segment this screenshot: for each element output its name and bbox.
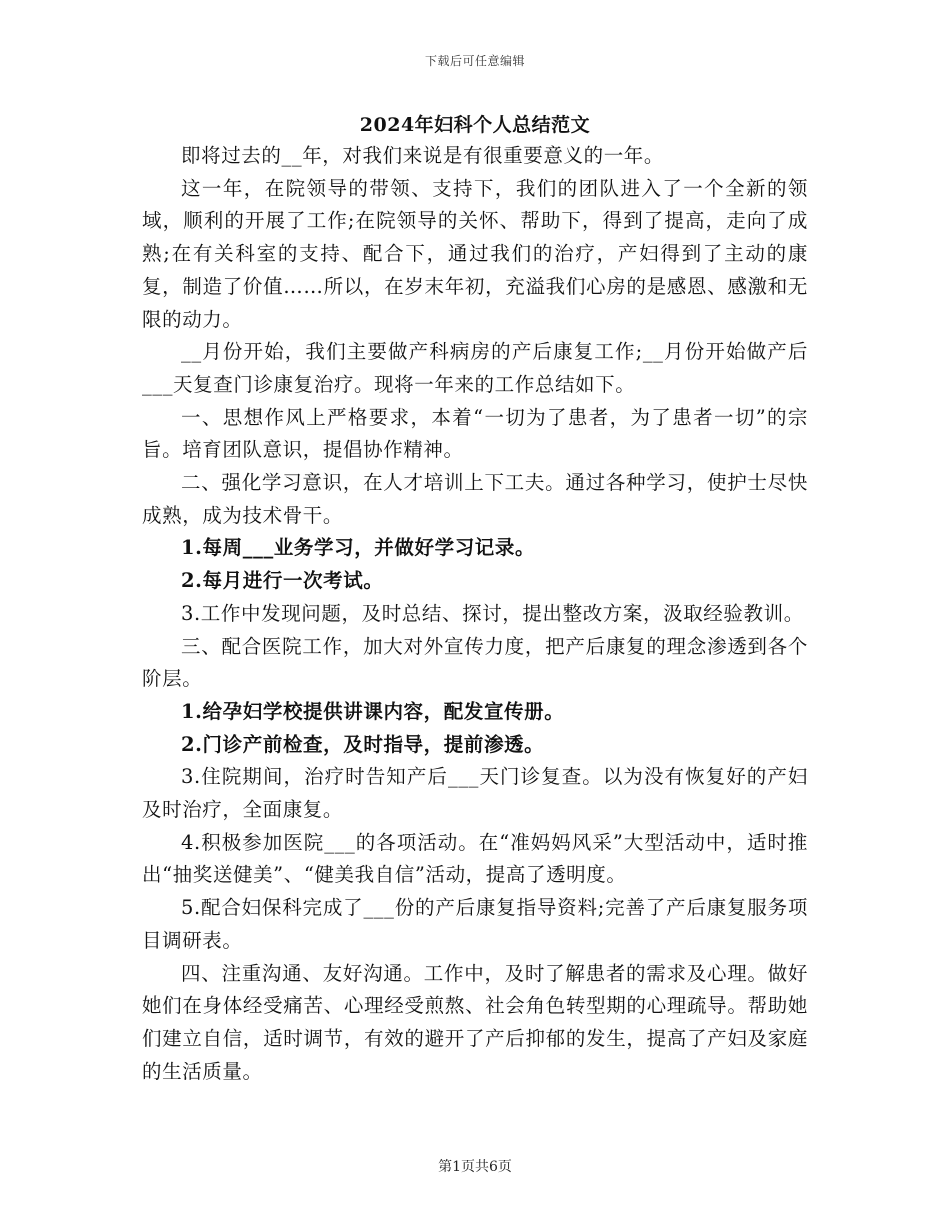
paragraph: 一、思想作风上严格要求，本着“一切为了患者，为了患者一切”的宗旨。培育团队意识，提倡协作精神。 xyxy=(142,405,808,462)
list-item: 4.积极参加医院___的各项活动。在“准妈妈风采”大型活动中，适时推出“抽奖送健美”、“健美我自信”活动，提高了透明度。 xyxy=(142,830,808,887)
paragraph: __月份开始，我们主要做产科病房的产后康复工作;__月份开始做产后___天复查门诊康复治疗。现将一年来的工作总结如下。 xyxy=(142,340,808,396)
list-item: 1.每周___业务学习，并做好学习记录。 xyxy=(181,536,536,560)
list-item: 3.住院期间，治疗时告知产后___天门诊复查。以为没有恢复好的产妇及时治疗，全面康复。 xyxy=(142,765,808,822)
paragraph: 二、强化学习意识，在人才培训上下工夫。通过各种学习，使护士尽快成熟，成为技术骨干。 xyxy=(142,471,808,527)
paragraph: 三、配合医院工作，加大对外宣传力度，把产后康复的理念渗透到各个阶层。 xyxy=(142,634,808,691)
document-title: 2024年妇科个人总结范文 xyxy=(359,114,591,136)
paragraph: 即将过去的__年，对我们来说是有很重要意义的一年。 xyxy=(181,144,665,167)
list-item: 3.工作中发现问题，及时总结、探讨，提出整改方案，汲取经验教训。 xyxy=(181,601,804,625)
list-item: 1.给孕妇学校提供讲课内容，配发宣传册。 xyxy=(181,699,565,723)
paragraph: 四、注重沟通、友好沟通。工作中，及时了解患者的需求及心理。做好她们在身体经受痛苦、心理经受煎熬、社会角色转型期的心理疏导。帮助她们建立自信，适时调节，有效的避开了产后抑郁的发生，提高了产妇及家庭的生活质量。 xyxy=(142,961,808,1083)
page-number: 第1页共6页 xyxy=(438,1159,512,1175)
list-item: 2.门诊产前检查，及时指导，提前渗透。 xyxy=(181,732,545,756)
paragraph: 这一年，在院领导的带领、支持下，我们的团队进入了一个全新的领域，顺利的开展了工作;在院领导的关怀、帮助下，得到了提高，走向了成熟;在有关科室的支持、配合下，通过我们的治疗，产妇得到了主动的康复，制造了价值……所以，在岁末年初，充溢我们心房的是感恩、感激和无限的动力。 xyxy=(142,176,808,331)
document-body xyxy=(142,140,808,1088)
page-header: 下载后可任意编辑 xyxy=(424,54,525,68)
list-item: 5.配合妇保科完成了___份的产后康复指导资料;完善了产后康复服务项目调研表。 xyxy=(142,896,808,952)
list-item: 2.每月进行一次考试。 xyxy=(181,569,384,593)
